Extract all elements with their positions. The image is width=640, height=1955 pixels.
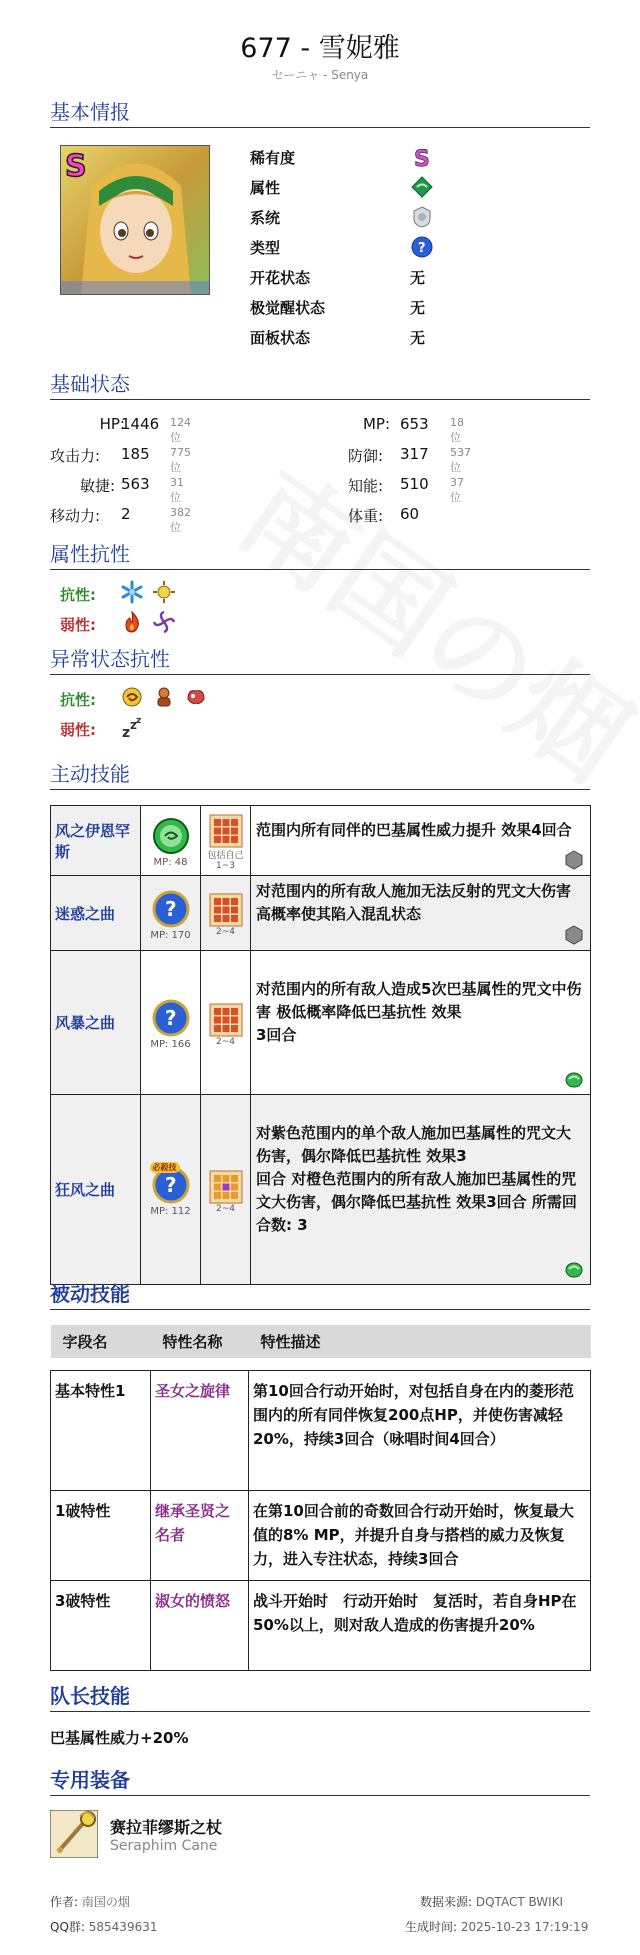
section-element-resist: 属性抗性 (50, 542, 590, 570)
svg-text:?: ? (164, 1173, 177, 1197)
confuse-icon (120, 685, 144, 709)
active-skill-row (51, 876, 591, 951)
passive-desc: 第10回合行动开始时，对包括自身在内的菱形范围内的所有同伴恢复200点HP，并使伤害减轻20%，持续3回合（咏唱时间4回合） (249, 1370, 591, 1490)
green-orb-icon (564, 1259, 584, 1279)
poison-icon (184, 685, 208, 709)
info-type: 类型 ? (250, 233, 550, 263)
passive-skills-table (50, 1325, 591, 1671)
section-active-skills: 主动技能 (50, 762, 590, 790)
skill-description: 对紫色范围内的单个敌人施加巴基属性的咒文大伤害，偶尔降低巴基抗性 效果3 回合 对橙色范围内的所有敌人施加巴基属性的咒文大伤害，偶尔降低巴基抗性 效果3回合 所需回合数: 3 (251, 1095, 591, 1285)
skill-range-cell: 2~4 (201, 876, 251, 951)
passive-field: 3破特性 (51, 1580, 151, 1670)
svg-text:?: ? (418, 241, 426, 256)
type-spell-icon (410, 235, 434, 259)
status-weak-row: 弱性: z z z (60, 715, 360, 745)
element-weak-row: 弱性: (60, 610, 360, 640)
svg-text:z: z (122, 725, 131, 739)
character-avatar (60, 145, 210, 295)
skill-range-cell: 包括自己 1~3 (201, 806, 251, 876)
active-skill-row (51, 951, 591, 1095)
passive-desc: 战斗开始时 行动开始时 复活时，若自身HP在50%以上，则对敌人造成的伤害提升20% (249, 1580, 591, 1670)
status-resist-row: 抗性: (60, 685, 360, 715)
seal-icon (152, 685, 176, 709)
section-passive-skills: 被动技能 (50, 1282, 590, 1310)
active-skills-table (50, 805, 591, 1285)
svg-text:z: z (130, 718, 137, 732)
passive-desc: 在第10回合前的奇数回合行动开始时，恢复最大值的8% MP，并提升自身与搭档的威力及恢复力，进入专注状态，持续3回合 (249, 1490, 591, 1580)
svg-text:?: ? (164, 896, 177, 921)
ultimate-badge: 必殺技 (150, 1162, 180, 1173)
section-basic-info: 基本情报 (50, 100, 590, 128)
skill-range-cell: 2~4 (201, 951, 251, 1095)
col-field: 字段名 (51, 1325, 151, 1358)
footer-qq: QQ群: 585439631 (50, 1920, 158, 1934)
info-bloom: 开花状态 无 (250, 269, 426, 287)
wind-buff-icon (152, 817, 190, 855)
col-trait-name: 特性名称 (151, 1325, 249, 1358)
rarity-s-icon (410, 145, 434, 169)
passive-field: 基本特性1 (51, 1370, 151, 1490)
range-grid-icon (209, 814, 243, 848)
footer-time: 生成时间: 2025-10-23 17:19:19 (405, 1920, 589, 1934)
passive-name: 淑女的愤怒 (151, 1580, 249, 1670)
active-skill-row (51, 806, 591, 876)
skill-description: 对范围内的所有敌人施加无法反射的咒文大伤害 高概率使其陷入混乱状态 (251, 876, 591, 951)
skill-name: 狂风之曲 (51, 1095, 141, 1285)
section-status-resist: 异常状态抗性 (50, 647, 590, 675)
range-grid-icon (209, 893, 243, 927)
gray-hex-icon (564, 925, 584, 945)
section-leader-skill: 队长技能 (50, 1684, 590, 1712)
leader-skill-text: 巴基属性威力+20% (50, 1729, 189, 1747)
svg-text:z: z (136, 716, 142, 726)
light-icon (152, 580, 176, 604)
element-wind-icon (410, 175, 434, 199)
passive-header-row (51, 1325, 591, 1358)
passive-name: 圣女之旋律 (151, 1370, 249, 1490)
ice-icon (120, 580, 144, 604)
section-equipment: 专用装备 (50, 1768, 590, 1796)
fire-icon (120, 610, 144, 634)
passive-row (51, 1580, 591, 1670)
equipment-name-en: Seraphim Cane (110, 1838, 218, 1854)
sleep-icon (120, 715, 144, 739)
green-orb-icon (564, 1069, 584, 1089)
dark-icon (152, 610, 176, 634)
footer-source: 数据来源: DQTACT BWIKI (420, 1895, 564, 1909)
svg-text:S: S (65, 149, 87, 184)
page-title: 677 - 雪妮雅 (240, 33, 400, 64)
info-awaken: 极觉醒状态 无 (250, 299, 426, 317)
svg-text:S: S (414, 147, 430, 169)
skill-name: 风之伊恩罕斯 (51, 806, 141, 876)
skill-name: 风暴之曲 (51, 951, 141, 1095)
gray-hex-icon (564, 850, 584, 870)
page-subtitle: セーニャ - Senya (271, 68, 369, 82)
passive-row (51, 1370, 591, 1490)
element-resist-row: 抗性: (60, 580, 360, 610)
skill-icon-cell: MP: 48 (141, 806, 201, 876)
footer-author: 作者: 南国の烟 (50, 1895, 130, 1909)
passive-name: 继承圣贤之名者 (151, 1490, 249, 1580)
system-shield-icon (410, 205, 434, 229)
passive-row (51, 1490, 591, 1580)
spell-orb-icon (152, 890, 190, 928)
range-grid-icon (209, 1170, 243, 1204)
info-panel: 面板状态 无 (250, 329, 426, 347)
range-grid-icon (209, 1003, 243, 1037)
skill-icon-cell: ? MP: 170 (141, 876, 201, 951)
info-element: 属性 (250, 173, 550, 203)
skill-description: 范围内所有同伴的巴基属性威力提升 效果4回合 (251, 806, 591, 876)
skill-icon-cell: ? MP: 166 (141, 951, 201, 1095)
passive-field: 1破特性 (51, 1490, 151, 1580)
spell-orb-icon (152, 999, 190, 1037)
equipment-name-cn: 赛拉菲缪斯之杖 (110, 1818, 223, 1837)
staff-icon (50, 1810, 98, 1858)
info-rarity: 稀有度 S (250, 143, 550, 173)
skill-icon-cell: ? 必殺技 MP: 112 (141, 1095, 201, 1285)
svg-text:?: ? (164, 1006, 177, 1030)
character-page: 677 - 雪妮雅 セーニャ - Senya 基本情报 S 稀有度 S 属性 系统 类型 ? 开花状态 无 极觉醒状态 无 面板状态 无 基础状态 HP: 1446 124位 MP: 653 18位 攻击力: 185 775位 防御: 317 537位 敏捷: 563 31位 知能: 510 37位 移动力: 2 382位 体重: 60 属性抗性 抗性: 弱性: 异常状态抗性 抗性: 弱性: z z z 主动技能 风之伊恩罕斯 MP: 48 包括自己 1~3 范围内所有同伴的巴基属性威力提升 效果4回合 迷惑之曲 ? MP: 170 2~4 对范围内的所有敌人施加无法反射的咒文大伤害 高概率使其陷入混乱状态 风暴之曲 ? MP: 166 2~4 对范围内的所有敌人造成5次巴基属性的咒文中伤害 极低概率降低巴基抗性 效果 3回合 狂风之曲 ? 必殺技 MP: 112 2~4 对紫色范围内的单个敌人施加巴基属性的咒文大伤害，偶尔降低巴基抗性 效果3 回合 对橙色范围内的所有敌人施加巴基属性的咒文大伤害，偶尔降低巴基抗性 效果3回合 所需回合数: 3 被动技能 字段名 特性名称 特性描述 基本特性1 圣女之旋律 第10回合行动开始时，对包括自身在内的菱形范围内的所有同伴恢复200点HP，并使伤害减轻20%，持续3回合（咏唱时间4回合） 1破特性 继承圣贤之名者 在第10回合前的奇数回合行动开始时，恢复最大值的8% MP，并提升自身与搭档的威力及恢复力，进入专注状态，持续3回合 3破特性 淑女的愤怒 战斗开始时 行动开始时 复活时，若自身HP在50%以上，则对敌人造成的伤害提升20% 队长技能 巴基属性威力+20% 专用装备 赛拉菲缪斯之杖 Seraphim Cane 作者: 南国の烟 QQ群: 585439631 数据来源: DQTACT BWIKI 生成时间: 2025-10-23 17:19:19 (0, 0, 640, 1955)
skill-range-cell: 2~4 (201, 1095, 251, 1285)
skill-name: 迷惑之曲 (51, 876, 141, 951)
skill-description: 对范围内的所有敌人造成5次巴基属性的咒文中伤害 极低概率降低巴基抗性 效果 3回合 (251, 951, 591, 1095)
col-trait-desc: 特性描述 (249, 1325, 591, 1358)
active-skill-row (51, 1095, 591, 1285)
info-system: 系统 (250, 203, 550, 233)
section-base-stats: 基础状态 (50, 372, 590, 400)
